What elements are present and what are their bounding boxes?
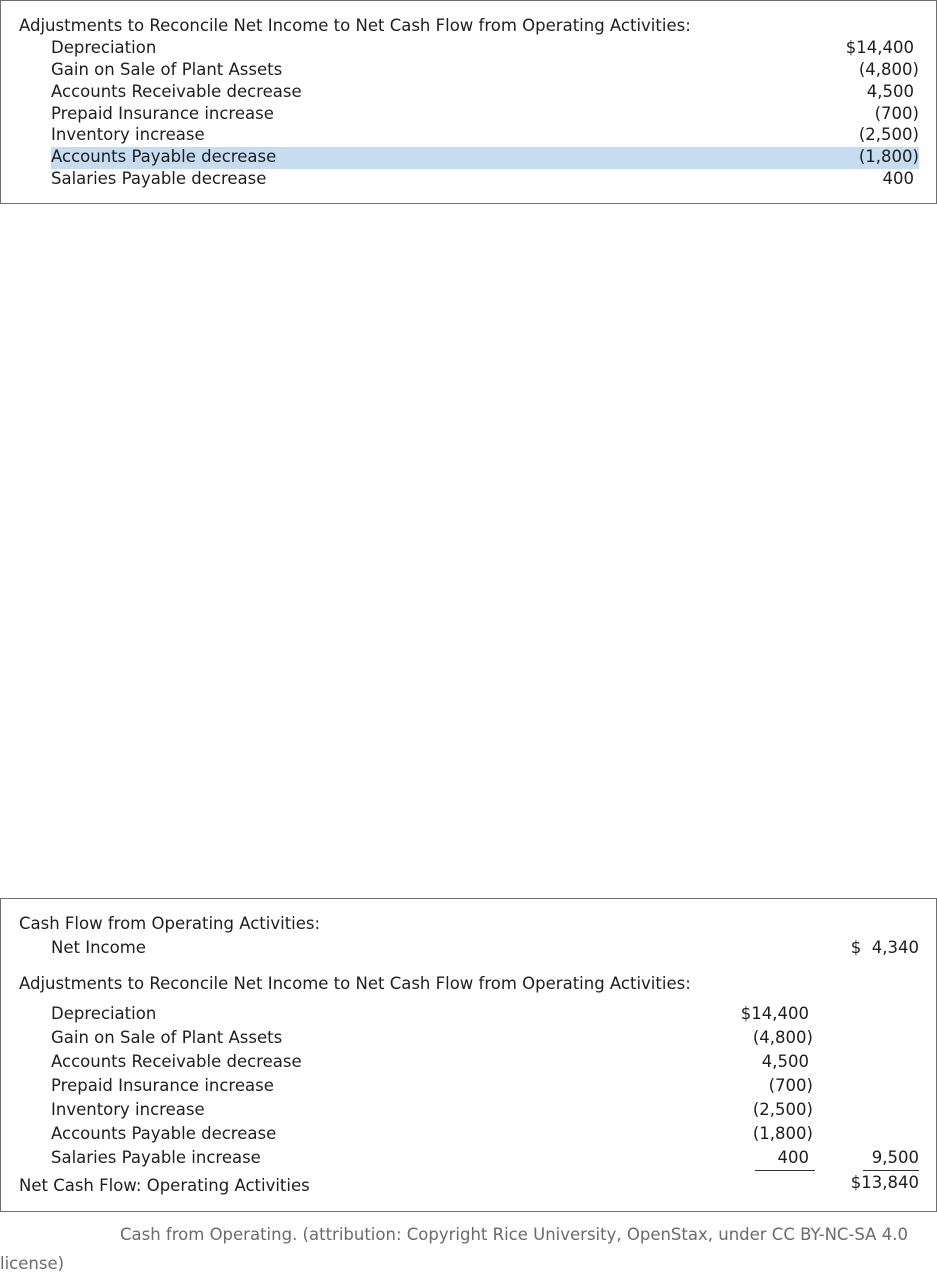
net-income-amount: $ 4,340 bbox=[850, 938, 919, 957]
row-amount: 4,500 bbox=[761, 1052, 809, 1071]
row-label: Accounts Receivable decrease bbox=[51, 82, 302, 101]
adjustments-panel bbox=[0, 0, 937, 204]
row-label-highlighted: Accounts Payable decrease bbox=[51, 147, 277, 166]
net-cash-flow-label: Net Cash Flow: Operating Activities bbox=[19, 1176, 310, 1195]
row-amount: (2,500) bbox=[752, 1100, 813, 1119]
cash-flow-heading: Cash Flow from Operating Activities: bbox=[19, 914, 321, 933]
row-label: Gain on Sale of Plant Assets bbox=[51, 60, 283, 79]
row-amount: (1,800) bbox=[752, 1124, 813, 1143]
row-label: Salaries Payable decrease bbox=[51, 169, 267, 188]
row-amount: (4,800) bbox=[858, 60, 919, 79]
row-amount: (700) bbox=[768, 1076, 813, 1095]
adjustments-heading: Adjustments to Reconcile Net Income to Net Cash Flow from Operating Activities: bbox=[19, 16, 691, 35]
row-amount: 4,500 bbox=[866, 82, 914, 101]
row-amount: $14,400 bbox=[845, 38, 914, 57]
row-amount: (4,800) bbox=[752, 1028, 813, 1047]
row-label: Depreciation bbox=[51, 38, 157, 57]
figure-caption: Cash from Operating. (attribution: Copyright Rice University, OpenStax, under CC BY-NC-SA 4.0 license) bbox=[0, 1225, 908, 1273]
row-label: Depreciation bbox=[51, 1004, 157, 1023]
row-amount: (700) bbox=[874, 104, 919, 123]
adjustments-total: 9,500 bbox=[871, 1148, 919, 1167]
row-amount: 400 bbox=[777, 1148, 809, 1167]
row-label: Salaries Payable increase bbox=[51, 1148, 261, 1167]
row-label: Accounts Payable decrease bbox=[51, 1124, 277, 1143]
row-label: Accounts Receivable decrease bbox=[51, 1052, 302, 1071]
row-amount: 400 bbox=[882, 169, 914, 188]
row-amount-highlighted: (1,800) bbox=[858, 147, 919, 166]
total-underline bbox=[863, 1170, 919, 1171]
adjustments-heading: Adjustments to Reconcile Net Income to Net Cash Flow from Operating Activities: bbox=[19, 974, 691, 993]
row-label: Prepaid Insurance increase bbox=[51, 1076, 274, 1095]
row-label: Inventory increase bbox=[51, 1100, 205, 1119]
subtotal-underline bbox=[755, 1170, 815, 1171]
cash-flow-panel bbox=[0, 898, 937, 1212]
row-amount: $14,400 bbox=[740, 1004, 809, 1023]
row-amount: (2,500) bbox=[858, 125, 919, 144]
row-label: Inventory increase bbox=[51, 125, 205, 144]
net-income-label: Net Income bbox=[51, 938, 146, 957]
row-label: Gain on Sale of Plant Assets bbox=[51, 1028, 283, 1047]
row-label: Prepaid Insurance increase bbox=[51, 104, 274, 123]
net-cash-flow-amount: $13,840 bbox=[850, 1173, 919, 1192]
